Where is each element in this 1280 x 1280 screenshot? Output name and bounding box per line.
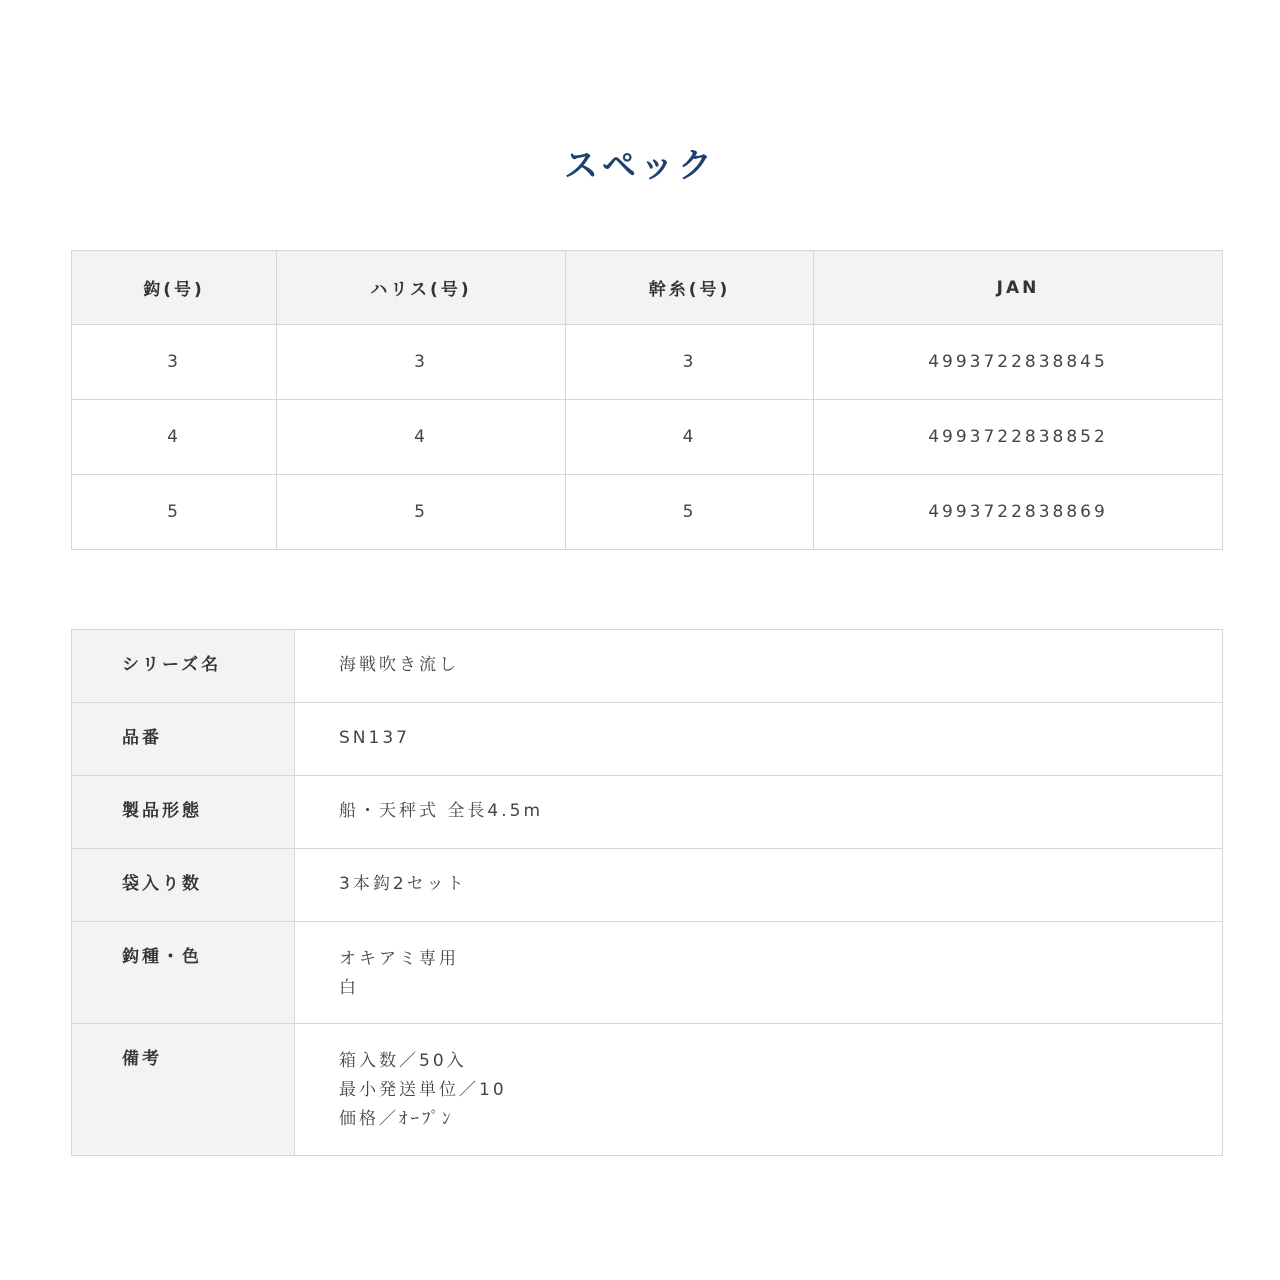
info-row-product-number	[72, 703, 1223, 776]
cell-mainline-size: 3	[566, 325, 814, 400]
table-row	[72, 475, 1223, 550]
info-value-series-name	[295, 630, 1223, 703]
info-value-pack-count	[295, 849, 1223, 922]
cell-hook-size: 3	[72, 325, 277, 400]
info-label-series-name: シリーズ名	[72, 630, 295, 703]
cell-leader-size: 3	[277, 325, 566, 400]
info-value-line: 最小発送単位／10	[339, 1080, 507, 1100]
cell-leader-size: 5	[277, 475, 566, 550]
info-value-line: 海戦吹き流し	[339, 655, 459, 675]
info-value-line: 船・天秤式 全長4.5m	[339, 801, 543, 821]
product-info-table	[71, 629, 1223, 1156]
info-row-series-name	[72, 630, 1223, 703]
info-value-line: 箱入数／50入	[339, 1051, 467, 1071]
info-label-pack-count: 袋入り数	[72, 849, 295, 922]
column-header-mainline-size: 幹糸(号)	[566, 251, 814, 325]
info-row-product-form	[72, 776, 1223, 849]
page-title: スペック	[564, 146, 716, 186]
info-label-notes: 備考	[72, 1024, 295, 1156]
cell-jan: 4993722838845	[814, 325, 1223, 400]
info-value-line: 白	[339, 978, 359, 998]
size-spec-table	[71, 250, 1223, 550]
cell-leader-size: 4	[277, 400, 566, 475]
info-value-line: 3本鈎2セット	[339, 874, 467, 894]
info-label-product-number: 品番	[72, 703, 295, 776]
info-row-notes	[72, 1024, 1223, 1156]
info-value-product-number	[295, 703, 1223, 776]
info-label-product-form: 製品形態	[72, 776, 295, 849]
table-row	[72, 400, 1223, 475]
info-value-notes	[295, 1024, 1223, 1156]
info-value-product-form	[295, 776, 1223, 849]
column-header-hook-size: 鈎(号)	[72, 251, 277, 325]
cell-mainline-size: 4	[566, 400, 814, 475]
cell-hook-size: 4	[72, 400, 277, 475]
column-header-jan: JAN	[814, 251, 1223, 325]
cell-mainline-size: 5	[566, 475, 814, 550]
cell-jan: 4993722838869	[814, 475, 1223, 550]
info-value-line: 価格／ｵｰﾌﾟﾝ	[339, 1109, 454, 1129]
cell-jan: 4993722838852	[814, 400, 1223, 475]
table-row	[72, 325, 1223, 400]
column-header-leader-size: ハリス(号)	[277, 251, 566, 325]
info-row-hook-type-color	[72, 922, 1223, 1024]
info-value-hook-type-color	[295, 922, 1223, 1024]
info-value-line: オキアミ専用	[339, 949, 459, 969]
info-value-line: SN137	[339, 728, 410, 748]
cell-hook-size: 5	[72, 475, 277, 550]
info-label-hook-type-color: 鈎種・色	[72, 922, 295, 1024]
table-header-row	[72, 251, 1223, 325]
info-row-pack-count	[72, 849, 1223, 922]
